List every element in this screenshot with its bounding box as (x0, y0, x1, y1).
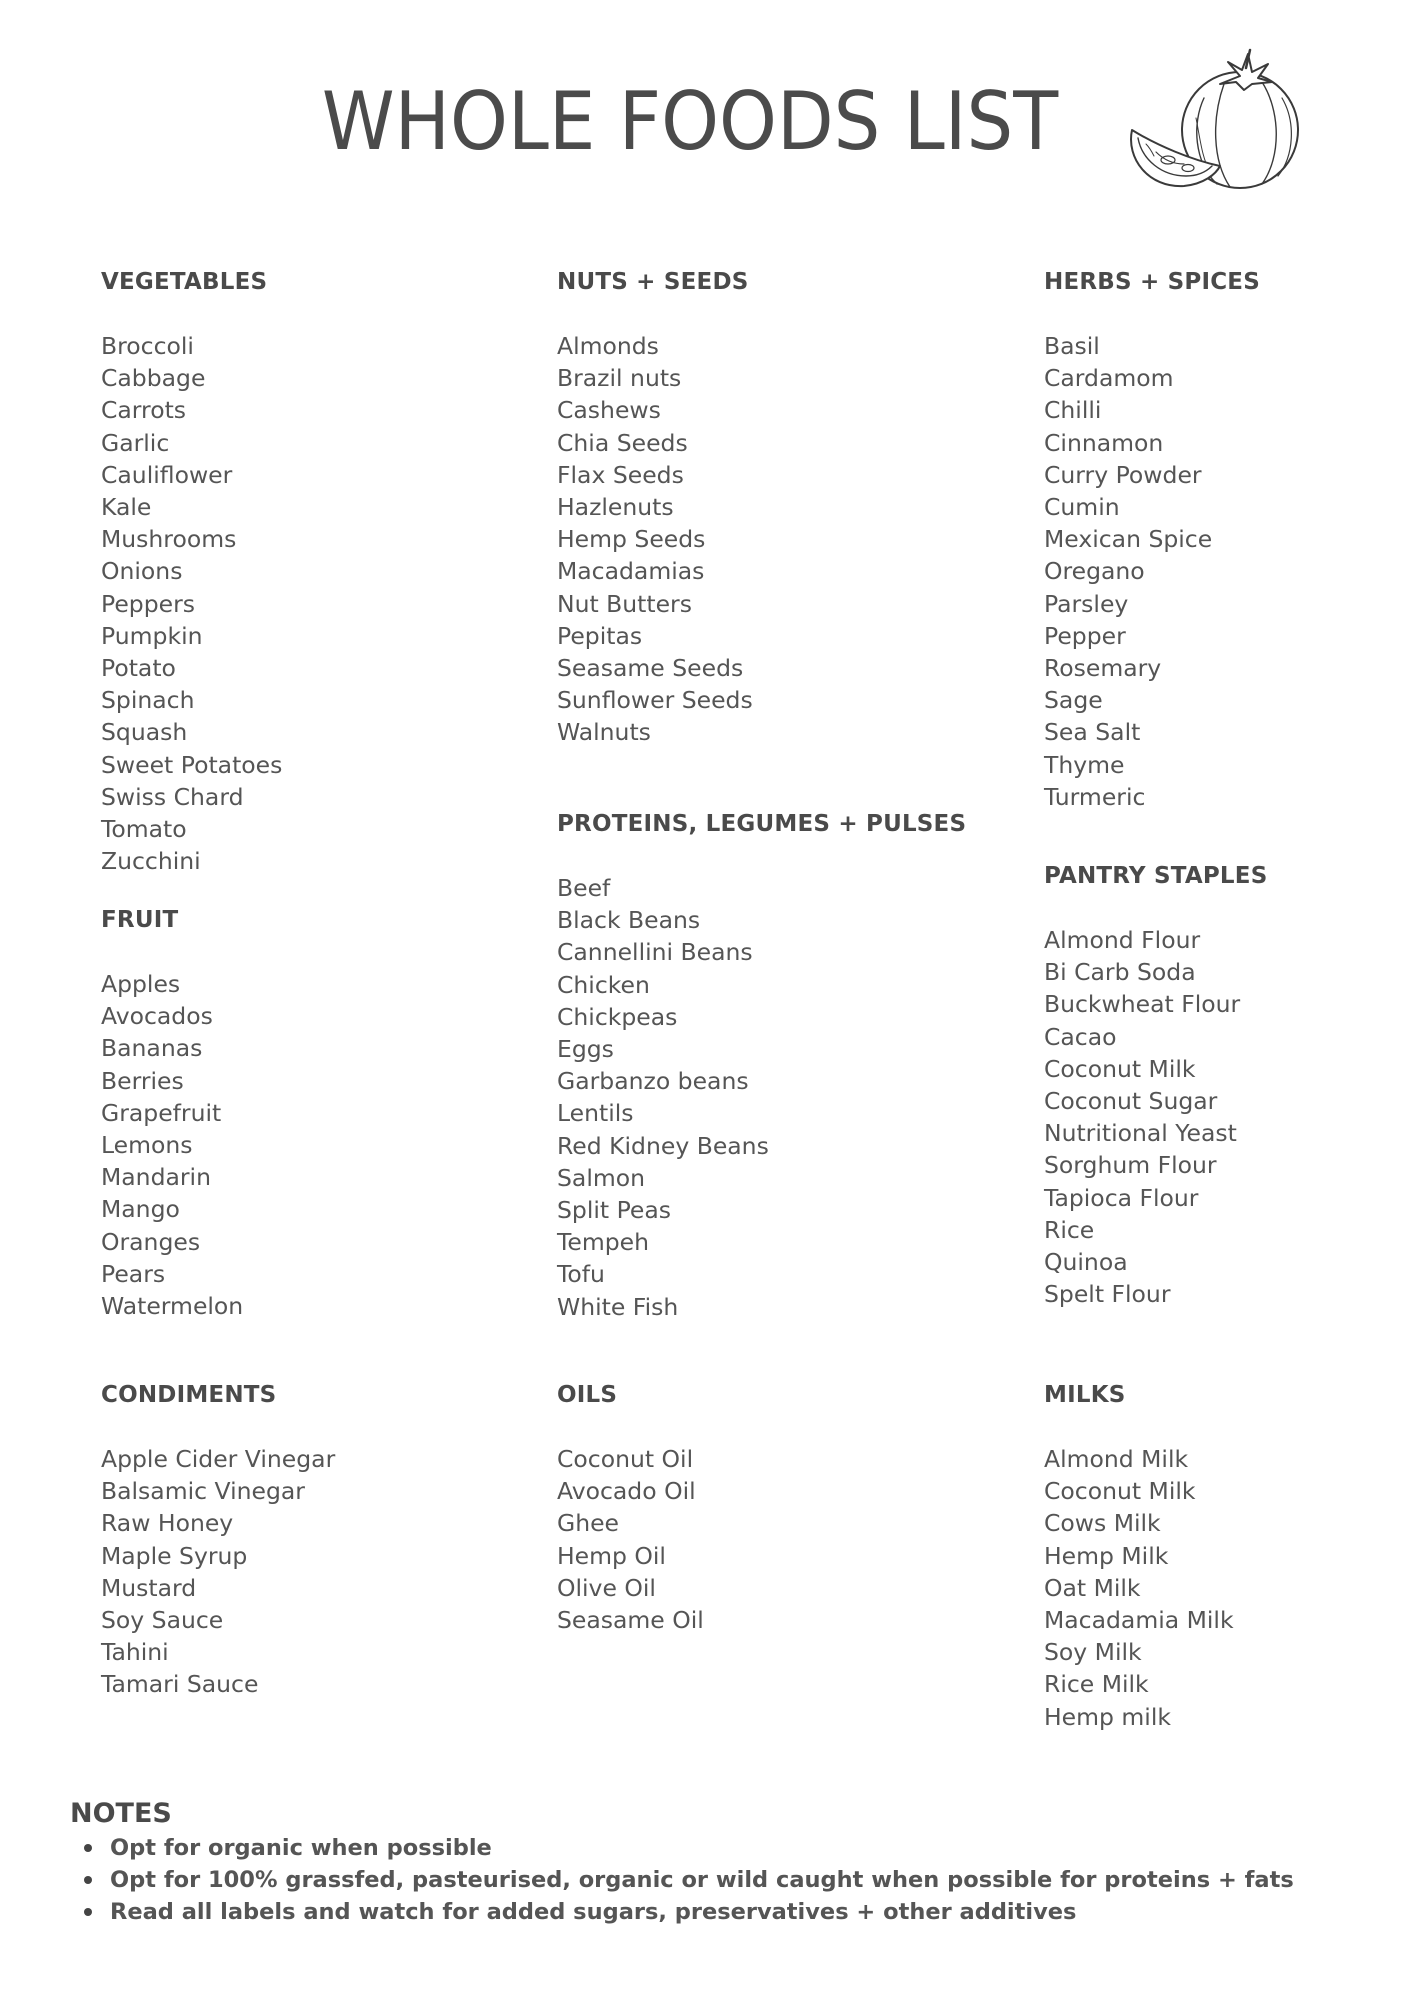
list-item: Parsley (1044, 589, 1129, 618)
list-item: Grapefruit (101, 1098, 222, 1127)
notes-list (70, 1832, 1370, 1929)
list-item: Cannellini Beans (557, 938, 753, 967)
list-item: Eggs (557, 1035, 614, 1064)
section-heading: HERBS + SPICES (1044, 269, 1260, 295)
section-heading: VEGETABLES (101, 269, 268, 295)
list-item: Almond Flour (1044, 926, 1201, 954)
list-item: Mango (101, 1195, 180, 1224)
list-item: Garbanzo beans (557, 1067, 749, 1096)
list-item: Thyme (1044, 750, 1125, 779)
list-item: Chia Seeds (557, 428, 688, 457)
list-item: Tamari Sauce (101, 1670, 259, 1699)
list-item: Seasame Seeds (557, 654, 744, 683)
list-item: Olive Oil (557, 1573, 656, 1602)
list-item: Walnuts (557, 718, 651, 747)
list-item: Potato (101, 654, 176, 683)
list-item: Pears (101, 1259, 166, 1288)
section-heading: CONDIMENTS (101, 1382, 277, 1408)
list-item: Lentils (557, 1099, 634, 1128)
list-item: Almonds (557, 332, 659, 360)
list-item: Berries (101, 1066, 184, 1095)
list-item: Oregano (1044, 557, 1145, 586)
list-item: Raw Honey (101, 1509, 234, 1538)
list-item: Cauliflower (101, 460, 233, 489)
oils-section (557, 1379, 704, 1636)
list-item: Coconut Sugar (1044, 1087, 1218, 1116)
list-item: Coconut Milk (1044, 1477, 1196, 1506)
list-item: Curry Powder (1044, 460, 1202, 489)
nuts-seeds-list (557, 330, 753, 749)
list-item: Zucchini (101, 847, 201, 876)
list-item: Seasame Oil (557, 1606, 704, 1635)
list-item: Maple Syrup (101, 1541, 248, 1570)
list-item: Tempeh (557, 1228, 649, 1257)
list-item: Rice Milk (1044, 1670, 1149, 1699)
list-item: Lemons (101, 1131, 193, 1160)
list-item: Cashews (557, 396, 661, 425)
milks-section (1044, 1379, 1234, 1733)
list-item: Buckwheat Flour (1044, 990, 1241, 1019)
list-item: Mexican Spice (1044, 525, 1213, 554)
list-item: Sweet Potatoes (101, 750, 283, 779)
list-item: Hemp Milk (1044, 1541, 1169, 1570)
list-item: Peppers (101, 589, 195, 618)
section-heading: PROTEINS, LEGUMES + PULSES (557, 811, 967, 837)
condiments-list (101, 1443, 335, 1701)
notes-heading: NOTES (70, 1798, 172, 1829)
nuts-seeds-section (557, 266, 753, 749)
list-item: Pumpkin (101, 621, 203, 650)
list-item: Spelt Flour (1044, 1280, 1171, 1309)
list-item: Salmon (557, 1163, 646, 1192)
list-item: Apples (101, 970, 181, 998)
list-item: Turmeric (1044, 782, 1146, 811)
list-item: Macadamia Milk (1044, 1606, 1234, 1635)
list-item: Beef (557, 874, 611, 902)
list-item: Red Kidney Beans (557, 1131, 769, 1160)
list-item: Flax Seeds (557, 460, 684, 489)
list-item: Tapioca Flour (1044, 1183, 1199, 1212)
list-item: Sage (1044, 686, 1103, 715)
oils-list (557, 1443, 704, 1636)
list-item: Brazil nuts (557, 364, 682, 393)
list-item: Hemp Seeds (557, 525, 706, 554)
list-item: Coconut Oil (557, 1445, 694, 1473)
list-item: Bi Carb Soda (1044, 958, 1196, 987)
list-item: Garlic (101, 428, 170, 457)
list-item: Kale (101, 493, 152, 522)
list-item: Carrots (101, 396, 187, 425)
tomato-illustration-icon (1112, 48, 1312, 198)
herbs-spices-list (1044, 330, 1260, 813)
list-item: Avocados (101, 1002, 213, 1031)
section-heading: OILS (557, 1382, 618, 1408)
list-item: Cabbage (101, 364, 206, 393)
list-item: Cacao (1044, 1022, 1117, 1051)
list-item: Sorghum Flour (1044, 1151, 1217, 1180)
fruit-list (101, 968, 243, 1322)
list-item: Hemp Oil (557, 1541, 666, 1570)
pantry-staples-section (1044, 860, 1267, 1310)
list-item: Mushrooms (101, 525, 237, 554)
list-item: Balsamic Vinegar (101, 1477, 305, 1506)
pantry-staples-list (1044, 924, 1267, 1310)
list-item: Spinach (101, 686, 195, 715)
list-item: Avocado Oil (557, 1477, 696, 1506)
list-item: Oat Milk (1044, 1573, 1141, 1602)
list-item: Soy Sauce (101, 1606, 224, 1635)
list-item: Oranges (101, 1227, 201, 1256)
condiments-section (101, 1379, 335, 1701)
list-item: Tofu (557, 1260, 605, 1289)
list-item: Chickpeas (557, 1002, 678, 1031)
proteins-section (557, 808, 966, 1323)
list-item: Cardamom (1044, 364, 1174, 393)
section-heading: NUTS + SEEDS (557, 269, 749, 295)
list-item: Bananas (101, 1034, 203, 1063)
vegetables-list (101, 330, 282, 877)
list-item: Sunflower Seeds (557, 686, 753, 715)
list-item: Sea Salt (1044, 718, 1141, 747)
list-item: Swiss Chard (101, 782, 244, 811)
vegetables-section (101, 266, 282, 877)
list-item: Nutritional Yeast (1044, 1119, 1237, 1148)
list-item: Chilli (1044, 396, 1102, 425)
herbs-spices-section (1044, 266, 1260, 813)
list-item: Cows Milk (1044, 1509, 1161, 1538)
list-item: Split Peas (557, 1196, 672, 1225)
note-item: Opt for 100% grassfed, pasteurised, organic or wild caught when possible for proteins + fats (110, 1864, 1370, 1896)
note-item: Opt for organic when possible (110, 1832, 1370, 1864)
list-item: Cumin (1044, 493, 1120, 522)
list-item: Black Beans (557, 906, 701, 935)
list-item: Squash (101, 718, 188, 747)
list-item: Mandarin (101, 1163, 211, 1192)
section-heading: PANTRY STAPLES (1044, 863, 1268, 889)
list-item: Basil (1044, 332, 1100, 360)
list-item: Tahini (101, 1638, 169, 1667)
proteins-list (557, 872, 966, 1323)
list-item: Hemp milk (1044, 1702, 1171, 1731)
section-heading: FRUIT (101, 907, 179, 933)
list-item: Hazlenuts (557, 493, 674, 522)
note-item: Read all labels and watch for added sugars, preservatives + other additives (110, 1896, 1370, 1928)
list-item: Nut Butters (557, 589, 692, 618)
list-item: Coconut Milk (1044, 1054, 1196, 1083)
page-title: WHOLE FOODS LIST (321, 75, 1059, 168)
list-item: Chicken (557, 970, 650, 999)
notes-section (70, 1796, 1370, 1929)
list-item: Pepper (1044, 621, 1126, 650)
list-item: Pepitas (557, 621, 643, 650)
list-item: White Fish (557, 1292, 679, 1321)
list-item: Quinoa (1044, 1248, 1128, 1277)
list-item: Macadamias (557, 557, 705, 586)
list-item: Rice (1044, 1215, 1095, 1244)
list-item: Soy Milk (1044, 1638, 1142, 1667)
milks-list (1044, 1443, 1234, 1733)
list-item: Tomato (101, 815, 187, 844)
list-item: Watermelon (101, 1292, 244, 1321)
list-item: Almond Milk (1044, 1445, 1189, 1473)
section-heading: MILKS (1044, 1382, 1126, 1408)
list-item: Mustard (101, 1573, 197, 1602)
list-item: Apple Cider Vinegar (101, 1445, 336, 1473)
fruit-section (101, 904, 243, 1322)
list-item: Broccoli (101, 332, 194, 360)
list-item: Cinnamon (1044, 428, 1164, 457)
list-item: Ghee (557, 1509, 620, 1538)
list-item: Rosemary (1044, 654, 1162, 683)
list-item: Onions (101, 557, 183, 586)
